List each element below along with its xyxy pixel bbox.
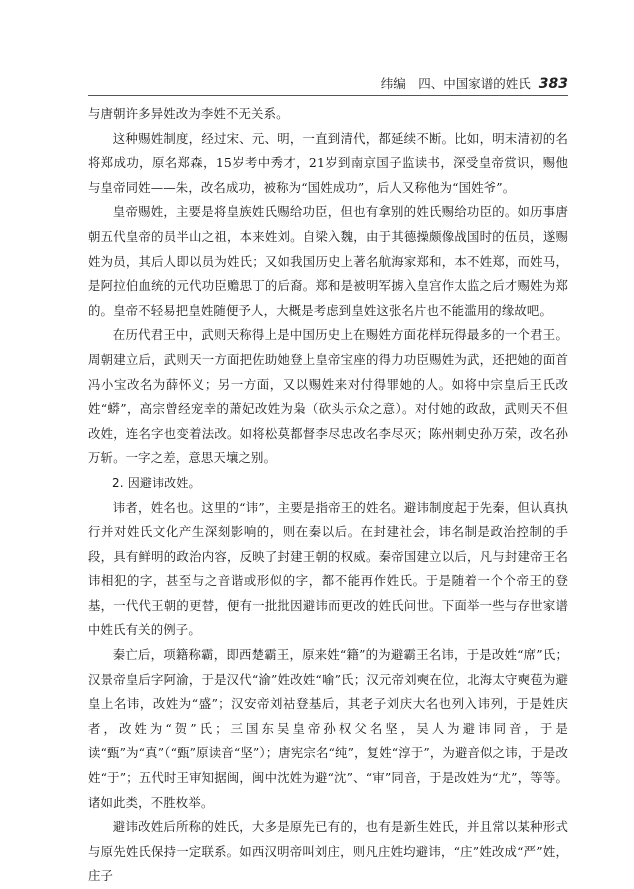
paragraph-taboo-examples: 秦亡后，项籍称霸，即西楚霸王，原来姓“籍”的为避霸王名讳，于是改姓“席”氏；汉景帝皇后字阿渝，于是汉代“渝”姓改姓“喻”氏；汉元帝刘奭在位，北海太守奭苞为避皇上名讳，改姓为“盛”；汉安帝刘祜登基后，其老子刘庆大名也列入讳列，于是姓庆者，改姓为“贺”氏；三国东吴皇帝孙权父名坚，吴人为避讳同音，于是读“甄”为“真”（“甄”原读音“坚”）；唐宪宗名“纯”，复姓“淳于”，为避音似之讳，于是改姓“于”；五代时王审知据闽，闽中沈姓为避“沈”、“审”同音，于是改姓为“尤”，等等。诸如此类，不胜枚举。 — [88, 647, 568, 810]
body-text — [88, 102, 568, 889]
page-number: 383 — [538, 76, 568, 92]
paragraph-continuation: 与唐朝许多异姓改为李姓不无关系。 — [88, 106, 289, 121]
running-title: 纬编 四、中国家谱的姓氏 — [380, 76, 531, 91]
header-rule — [88, 95, 568, 96]
paragraph-taboo-system: 讳者，姓名也。这里的“讳”，主要是指帝王的姓名。避讳制度起于先秦，但认真执行并对姓氏文化产生深刻影响的，则在秦以后。在封建社会，讳名制是政治控制的手段，具有鲜明的政治内容，反映了封建王朝的权威。秦帝国建立以后，凡与封建帝王名讳相犯的字，甚至与之音谐或形似的字，都不能再作姓氏。于是随着一个个帝王的登基，一代代王朝的更替，便有一批批因避讳而更改的姓氏问世。下面举一些与存世家谱中姓氏有关的例子。 — [88, 499, 568, 638]
running-header — [88, 74, 568, 94]
paragraph-taboo-origins: 避讳改姓后所称的姓氏，大多是原先已有的，也有是新生姓氏，并且常以某种形式与原先姓氏保持一定联系。如西汉明帝叫刘庄，则凡庄姓均避讳，“庄”姓改成“严”姓，庄子 — [88, 819, 568, 884]
paragraph-wu-zetian: 在历代君王中，武则天称得上是中国历史上在赐姓方面花样玩得最多的一个君王。周朝建立后，武则天一方面把佐助她登上皇帝宝座的得力功臣赐姓为武，还把她的面首冯小宝改名为薛怀义；另一方面，又以赐姓来对付得罪她的人。如将中宗皇后王氏改姓“蟒”，高宗曾经宠幸的萧妃改姓为枭（砍头示众之意）。对付她的政敌，武则天不但改姓，连名字也变着法改。如将松莫都督李尽忠改名李尽灭；陈州刺史孙万荣，改名孙万斩。一字之差，意思天壤之别。 — [88, 327, 568, 466]
paragraph-bestowed-surname-system: 这种赐姓制度，经过宋、元、明，一直到清代，都延续不断。比如，明末清初的名将郑成功，原名郑森，15岁考中秀才，21岁到南京国子监读书，深受皇帝赏识，赐他与皇帝同姓——朱，改名成功，被称为“国姓成功”，后人又称他为“国姓爷”。 — [88, 130, 568, 195]
section-subheading: 2. 因避讳改姓。 — [112, 475, 201, 490]
paragraph-emperor-bestows-surname: 皇帝赐姓，主要是将皇族姓氏赐给功臣，但也有拿别的姓氏赐给功臣的。如历事唐朝五代皇帝的员半山之祖，本来姓刘。自梁入魏，由于其德操颇像战国时的伍员，遂赐姓为员，其后人即以员为姓氏；又如我国历史上著名航海家郑和，本不姓郑，而姓马，是阿拉伯血统的元代功臣赡思丁的后裔。郑和是被明军掳入皇宫作太监之后才赐姓为郑的。皇帝不轻易把皇姓随便予人，大概是考虑到皇姓这张名片也不能滥用的缘故吧。 — [88, 204, 568, 318]
